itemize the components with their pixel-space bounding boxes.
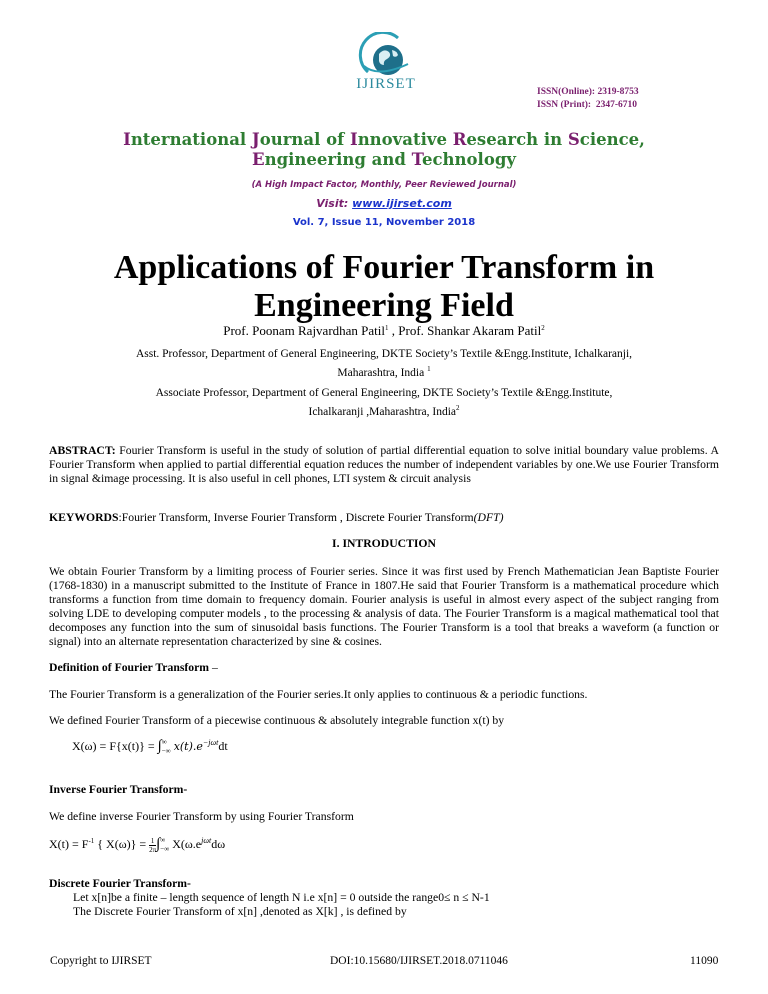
definition-heading: Definition of Fourier Transform – [49,661,218,674]
inverse-text: We define inverse Fourier Transform by using Fourier Transform [49,810,354,823]
journal-title-line2: Engineering and Technology [252,150,516,169]
abstract-label: ABSTRACT: [49,444,116,457]
globe-logo-icon [346,32,426,78]
keywords-label: KEYWORDS [49,511,119,524]
journal-logo [346,32,426,96]
abstract-text: Fourier Transform is useful in the study of solution of partial differential equation to solve initial boundary value problems. A Fourier Transform when applied to partial differential equation reduces the number of independent variables by one.We use Fourier Transform in signal &image processing. It is also useful in cell phones, LTI system & circuit analysis [49,444,719,485]
author-1: Prof. Poonam Rajvardhan Patil [223,323,386,338]
journal-title [0,130,768,170]
definition-text: The Fourier Transform is a generalization of the Fourier series.It only applies to continuous & a periodic functions. [49,688,588,701]
keywords [49,511,719,525]
issn-print: ISSN (Print): 2347-6710 [537,100,638,110]
keywords-italic: (DFT) [473,511,504,524]
fourier-transform-formula: X(ω) = F{x(t)} = ∫ ∞ −∞ $x(t).e^{-j\omega t}dt$ [72,738,228,756]
journal-title-line1: International Journal of Innovative Research in Science, [123,130,645,149]
affiliation-1 [0,345,768,383]
author-1-sup: 1 [385,324,389,332]
introduction-heading: I. INTRODUCTION [332,537,436,550]
issn-online: ISSN(Online): 2319-8753 [537,87,639,97]
author-2: Prof. Shankar Akaram Patil [398,323,542,338]
footer-copyright: Copyright to IJIRSET [50,955,152,967]
paper-title-line2: Engineering Field [254,287,514,324]
author-2-sup: 2 [541,324,545,332]
inverse-heading: Inverse Fourier Transform- [49,783,188,796]
affiliation-1-line2: Maharashtra, India $^1$ [337,365,431,379]
volume-issue: Vol. 7, Issue 11, November 2018 [292,217,476,228]
abstract [49,444,719,486]
author-separator: , [388,323,399,338]
affiliation-2-line2: Ichalkaranji ,Maharashtra, India$^2$ [308,404,460,418]
paper-title-line1: Applications of Fourier Transform in [113,249,655,286]
dft-line1: Let x[n]be a finite – length sequence of length N i.e x[n] = 0 outside the range0≤ n ≤ N-1 [73,891,490,904]
visit-label: Visit: [316,197,353,210]
affiliation-1-line1: Asst. Professor, Department of General Engineering, DKTE Society’s Textile &Engg.Institute, Ichalkaranji, [135,348,633,360]
footer-page-number: 11090 [690,955,719,967]
keywords-text: :Fourier Transform, Inverse Fourier Transform , Discrete Fourier Transform [118,511,474,524]
dft-line2: The Discrete Fourier Transform of x[n] ,denoted as X[k] , is defined by [73,905,407,918]
journal-website-link[interactable]: www.ijirset.com [352,197,452,210]
logo-wordmark: IJIRSET [356,76,416,92]
paper-title [0,249,768,325]
journal-subtitle: (A High Impact Factor, Monthly, Peer Reviewed Journal) [251,180,517,190]
footer-doi: DOI:10.15680/IJIRSET.2018.0711046 [330,955,508,967]
authors [0,323,768,339]
dft-heading: Discrete Fourier Transform- [49,877,191,890]
introduction-paragraph: We obtain Fourier Transform by a limiting process of Fourier series. Since it was first used by French Mathematician Jean Baptiste Fourier (1768-1830) in a manuscript submitted to the Institute of France in 1807.He said that Fourier Transform is a mathematical procedure which transforms a function from time domain to frequency domain. Fourier analysis is useful in almost every aspect of the subject ranging from solving LDE to developing computer models , to the processing & analysis of data. The Fourier Transform is a magical mathematical tool that decomposes any function into the sum of sinusoidal basis functions. The Fourier Transform is a tool that breaks a waveform (a function or signal) into an alternate representation characterized by sine & cosines. [49,565,719,648]
affiliation-2 [0,384,768,422]
visit-line [0,197,768,210]
definition-function-text: We defined Fourier Transform of a piecewise continuous & absolutely integrable function x(t) by [49,714,505,727]
affiliation-2-line1: Associate Professor, Department of General Engineering, DKTE Society’s Textile &Engg.Institute, [155,387,613,399]
inverse-fourier-formula: $X(t) = F^{-1}$ { X(ω)} = $\frac{1}{2\pi}$ ∫ ∞ −∞ $X(\omega.e^{j\omega t}d\omega$ [49,836,226,854]
